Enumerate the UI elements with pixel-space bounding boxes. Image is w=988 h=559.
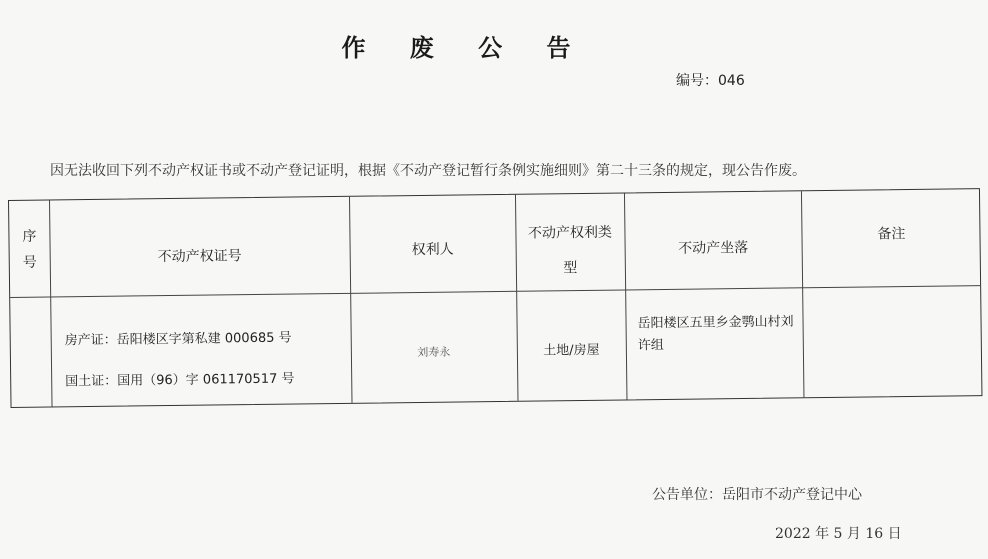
header-seq-line2: 号 [22,254,37,271]
header-seq [9,200,50,296]
row-remark [802,285,983,399]
notice-number: 编号：046 [676,73,745,89]
header-cert-no: 不动产权证号 [157,248,242,266]
row-cert-no [50,293,351,409]
row-cert-line1: 房产证：岳阳楼区字第私建 000685 号 [64,330,292,349]
notice-intro: 因无法收回下列不动产权证书或不动产登记证明，根据《不动产登记暂行条例实施细则》第二十三条的规定，现公告作废。 [50,163,806,179]
row-seq [10,296,51,408]
header-remark: 备注 [877,226,906,243]
header-type-line2: 型 [563,259,578,276]
void-certificate-table [8,188,982,408]
row-location: 岳阳楼区五里乡金鹗山村刘许组 [637,314,794,354]
header-type-line1: 不动产权利类 [527,224,613,242]
header-location: 不动产坐落 [678,239,749,257]
row-owner: 刘寿永 [417,345,451,360]
header-right-type [515,193,625,290]
issuing-unit: 公告单位：岳阳市不动产登记中心 [652,487,862,503]
notice-title: 作 废 公 告 [341,34,589,62]
header-seq-line1: 序 [22,228,37,245]
issue-date: 2022 年 5 月 16 日 [775,526,902,542]
row-cert-line2: 国土证：国用（96）字 061170517 号 [65,371,295,390]
row-right-type: 土地/房屋 [543,342,600,358]
header-owner: 权利人 [411,241,454,259]
